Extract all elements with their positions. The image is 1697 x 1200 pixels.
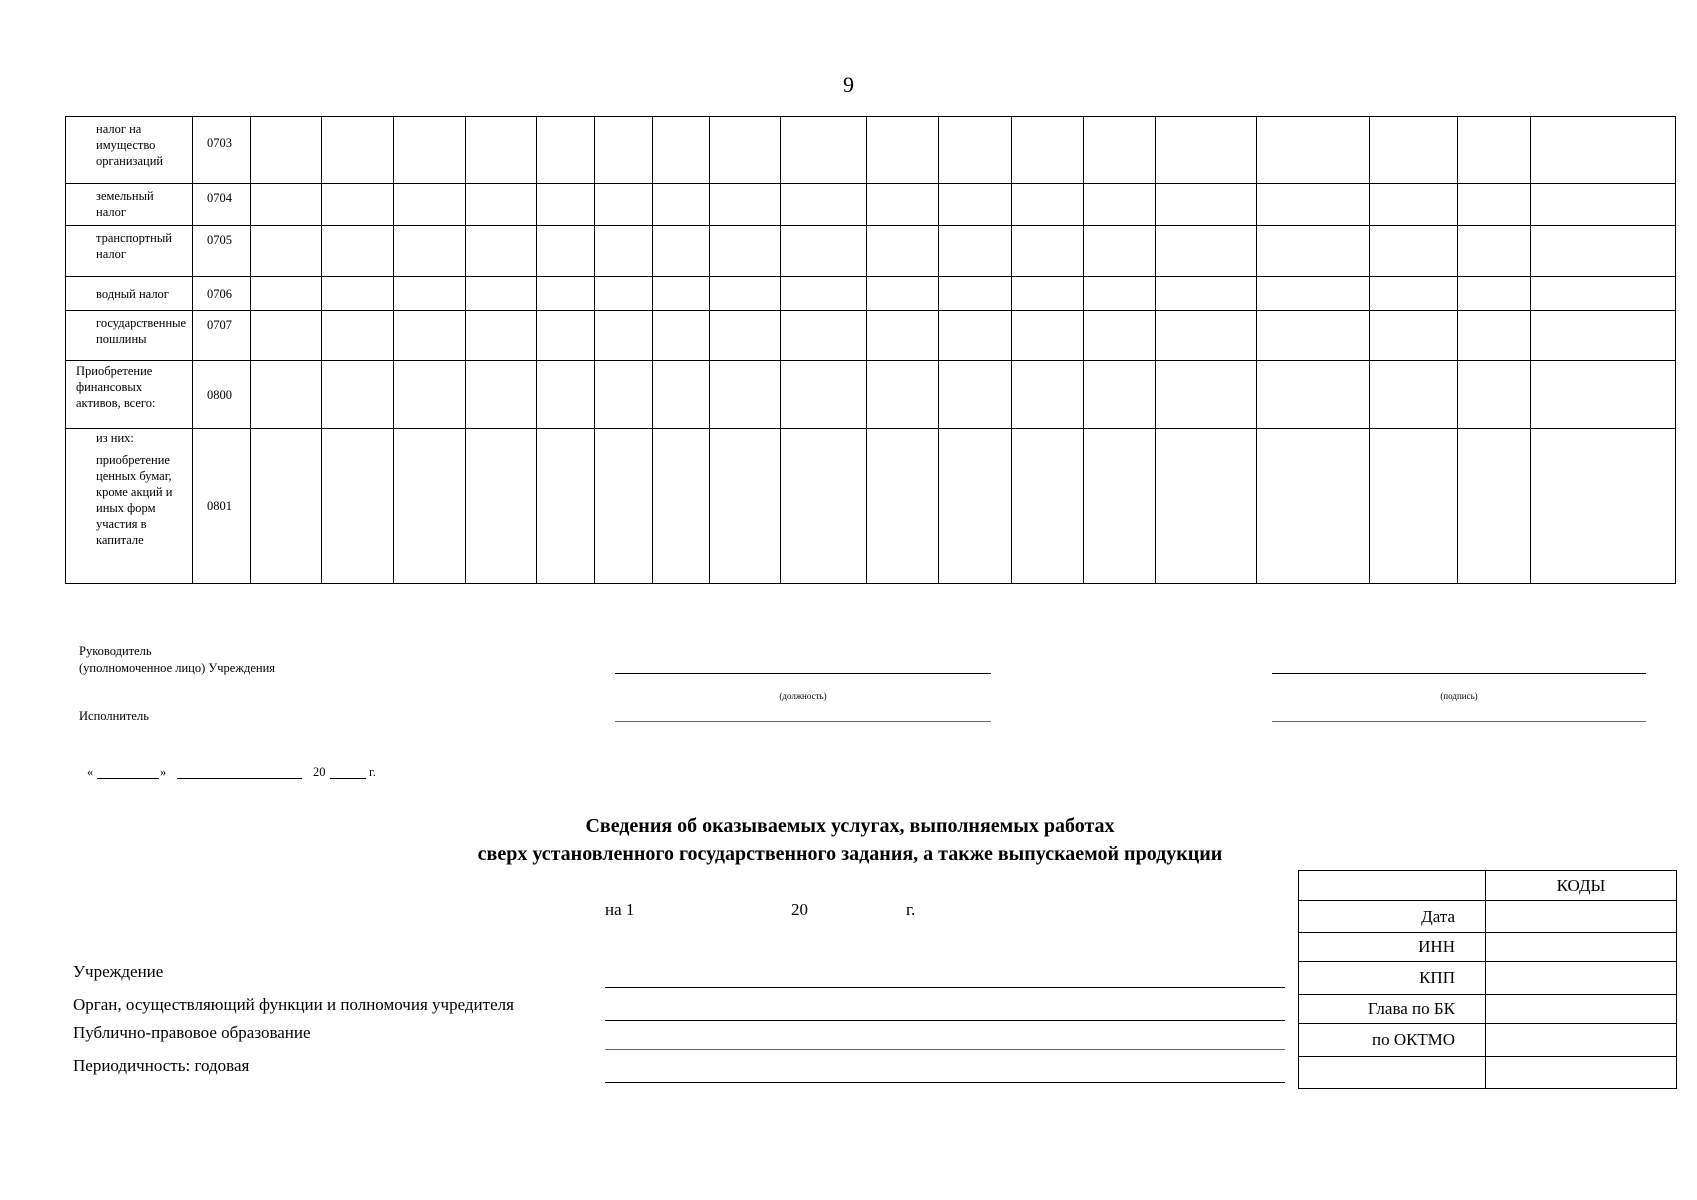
row-label: транспортный налог [96, 231, 172, 261]
codes-value-empty[interactable] [1486, 1057, 1677, 1089]
data-cell[interactable] [1458, 361, 1531, 429]
label-cell [66, 277, 193, 311]
data-cell[interactable] [1156, 361, 1257, 429]
codes-label-inn: ИНН [1299, 933, 1486, 962]
periodicity-label: Периодичность: годовая [73, 1056, 250, 1075]
table-row [66, 277, 1676, 311]
label-cell [66, 361, 193, 429]
data-cell[interactable] [1531, 277, 1676, 311]
financial-table [65, 116, 1676, 584]
data-cell[interactable] [1156, 226, 1257, 277]
data-cell[interactable] [1370, 311, 1458, 361]
codes-label-date: Дата [1299, 901, 1486, 933]
data-cell[interactable] [1084, 361, 1156, 429]
data-cell[interactable] [1370, 117, 1458, 184]
data-cell[interactable] [939, 184, 1012, 226]
data-cell[interactable] [1084, 117, 1156, 184]
date-year-suffix: г. [369, 765, 376, 779]
data-cell[interactable] [781, 311, 867, 361]
data-cell[interactable] [1370, 361, 1458, 429]
data-cell[interactable] [653, 226, 710, 277]
data-cell[interactable] [867, 311, 939, 361]
data-cell[interactable] [322, 117, 394, 184]
data-cell[interactable] [595, 361, 653, 429]
data-cell[interactable] [466, 277, 537, 311]
data-cell[interactable] [1156, 184, 1257, 226]
data-cell[interactable] [1257, 184, 1370, 226]
founder-body-line [605, 1020, 1285, 1021]
data-cell[interactable] [322, 361, 394, 429]
date-close-quote: » [160, 765, 167, 779]
data-cell[interactable] [1156, 117, 1257, 184]
data-cell[interactable] [781, 429, 867, 584]
code-cell [193, 184, 251, 226]
label-cell [66, 184, 193, 226]
data-cell[interactable] [1257, 361, 1370, 429]
date-on-label: на 1 [605, 900, 635, 919]
public-entity-label: Публично-правовое образование [73, 1023, 311, 1042]
data-cell[interactable] [939, 277, 1012, 311]
row-label: налог на имущество организаций [96, 122, 164, 168]
label-cell [66, 117, 193, 184]
data-cell[interactable] [1257, 311, 1370, 361]
codes-value-date[interactable] [1486, 901, 1677, 933]
row-label: Приобретение финансовых активов, всего: [76, 364, 156, 410]
data-cell[interactable] [394, 429, 466, 584]
data-cell[interactable] [1531, 311, 1676, 361]
data-cell[interactable] [1257, 429, 1370, 584]
data-cell[interactable] [394, 311, 466, 361]
data-cell[interactable] [595, 277, 653, 311]
heading-line1: Сведения об оказываемых услугах, выполняемых работах [585, 815, 1115, 837]
data-cell[interactable] [537, 429, 595, 584]
data-cell[interactable] [394, 226, 466, 277]
data-cell[interactable] [466, 429, 537, 584]
data-cell[interactable] [710, 277, 781, 311]
data-cell[interactable] [781, 184, 867, 226]
data-cell[interactable] [595, 226, 653, 277]
code-cell [193, 277, 251, 311]
data-cell[interactable] [537, 117, 595, 184]
codes-value-inn[interactable] [1486, 933, 1677, 962]
data-cell[interactable] [251, 226, 322, 277]
row-code: 0801 [207, 499, 232, 513]
data-cell[interactable] [867, 117, 939, 184]
table-row [66, 226, 1676, 277]
codes-label-kpp: КПП [1299, 962, 1486, 995]
data-cell[interactable] [251, 311, 322, 361]
data-cell[interactable] [710, 184, 781, 226]
head-label [79, 643, 275, 677]
data-cell[interactable] [1531, 226, 1676, 277]
data-cell[interactable] [1531, 117, 1676, 184]
codes-table [1298, 870, 1677, 1089]
data-cell[interactable] [394, 117, 466, 184]
data-cell[interactable] [595, 429, 653, 584]
data-cell[interactable] [939, 311, 1012, 361]
data-cell[interactable] [710, 361, 781, 429]
data-cell[interactable] [537, 311, 595, 361]
row-label: земельный налог [96, 189, 154, 219]
position-line [615, 673, 991, 674]
head-label-line2: (уполномоченное лицо) Учреждения [79, 661, 276, 675]
data-cell[interactable] [595, 311, 653, 361]
table-row [66, 184, 1676, 226]
data-cell[interactable] [1012, 277, 1084, 311]
row-label: государственные пошлины [96, 316, 187, 346]
data-cell[interactable] [653, 184, 710, 226]
codes-label-empty [1299, 1057, 1486, 1089]
data-cell[interactable] [710, 429, 781, 584]
data-cell[interactable] [1012, 311, 1084, 361]
data-cell[interactable] [1257, 277, 1370, 311]
codes-blank-cell [1299, 871, 1486, 901]
data-cell[interactable] [1156, 429, 1257, 584]
code-cell [193, 311, 251, 361]
data-cell[interactable] [537, 184, 595, 226]
section-heading [420, 812, 1280, 868]
data-cell[interactable] [1012, 429, 1084, 584]
data-cell[interactable] [867, 226, 939, 277]
label-cell [66, 226, 193, 277]
data-cell[interactable] [1370, 277, 1458, 311]
table-row [66, 429, 1676, 584]
codes-value-oktmo[interactable] [1486, 1024, 1677, 1057]
data-cell[interactable] [781, 226, 867, 277]
signature-caption: (подпись) [1440, 691, 1478, 701]
code-cell [193, 117, 251, 184]
table-row [66, 361, 1676, 429]
data-cell[interactable] [710, 226, 781, 277]
codes-label-oktmo: по ОКТМО [1299, 1024, 1486, 1057]
data-cell[interactable] [537, 277, 595, 311]
data-cell[interactable] [394, 361, 466, 429]
row-code: 0800 [207, 387, 232, 402]
data-cell[interactable] [1458, 184, 1531, 226]
data-cell[interactable] [394, 184, 466, 226]
data-cell[interactable] [653, 311, 710, 361]
data-cell[interactable] [466, 311, 537, 361]
data-cell[interactable] [322, 184, 394, 226]
data-cell[interactable] [1084, 226, 1156, 277]
data-cell[interactable] [939, 117, 1012, 184]
data-cell[interactable] [537, 226, 595, 277]
date-year-line [330, 778, 366, 779]
date-open-quote: « [87, 765, 94, 779]
row-code: 0706 [207, 286, 232, 301]
row-sublabel: из них: [96, 431, 134, 445]
data-cell[interactable] [1458, 311, 1531, 361]
date-line-year-prefix: 20 [791, 900, 808, 919]
row-label: приобретение ценных бумаг, кроме акций и иных форм участия в капитале [96, 453, 173, 547]
codes-label-chapter-bk: Глава по БК [1299, 995, 1486, 1024]
data-cell[interactable] [653, 429, 710, 584]
codes-header: КОДЫ [1486, 871, 1677, 901]
data-cell[interactable] [939, 361, 1012, 429]
data-cell[interactable] [322, 311, 394, 361]
data-cell[interactable] [781, 117, 867, 184]
row-code: 0707 [207, 318, 232, 332]
data-cell[interactable] [1458, 117, 1531, 184]
data-cell[interactable] [322, 277, 394, 311]
heading-line2: сверх установленного государственного задания, а также выпускаемой продукции [477, 843, 1223, 865]
data-cell[interactable] [251, 277, 322, 311]
data-cell[interactable] [466, 184, 537, 226]
table-row [66, 311, 1676, 361]
data-cell[interactable] [1012, 117, 1084, 184]
data-cell[interactable] [1531, 361, 1676, 429]
data-cell[interactable] [322, 429, 394, 584]
data-cell[interactable] [322, 226, 394, 277]
date-line-year-suffix: г. [906, 900, 916, 919]
data-cell[interactable] [1458, 429, 1531, 584]
data-cell[interactable] [1370, 429, 1458, 584]
data-cell[interactable] [867, 184, 939, 226]
data-cell[interactable] [466, 226, 537, 277]
page-number: 9 [843, 72, 854, 97]
code-cell [193, 429, 251, 584]
data-cell[interactable] [595, 184, 653, 226]
institution-line [605, 987, 1285, 988]
data-cell[interactable] [1257, 226, 1370, 277]
data-cell[interactable] [1257, 117, 1370, 184]
date-month-line [177, 778, 302, 779]
code-cell [193, 361, 251, 429]
data-cell[interactable] [251, 184, 322, 226]
row-label: водный налог [96, 286, 169, 301]
label-cell [66, 429, 193, 584]
data-cell[interactable] [537, 361, 595, 429]
data-cell[interactable] [653, 117, 710, 184]
row-code: 0703 [207, 136, 232, 150]
table-row [66, 117, 1676, 184]
data-cell[interactable] [653, 361, 710, 429]
data-cell[interactable] [939, 429, 1012, 584]
position-caption: (должность) [779, 691, 827, 701]
data-cell[interactable] [1012, 184, 1084, 226]
data-cell[interactable] [781, 361, 867, 429]
data-cell[interactable] [1012, 361, 1084, 429]
data-cell[interactable] [1156, 277, 1257, 311]
executor-signature-line [1272, 721, 1646, 722]
data-cell[interactable] [1370, 226, 1458, 277]
data-cell[interactable] [867, 361, 939, 429]
data-cell[interactable] [1458, 226, 1531, 277]
row-code: 0705 [207, 233, 232, 247]
data-cell[interactable] [1084, 277, 1156, 311]
signature-line [1272, 673, 1646, 674]
data-cell[interactable] [867, 277, 939, 311]
head-label-line1: Руководитель [79, 644, 152, 658]
data-cell[interactable] [251, 117, 322, 184]
executor-position-line [615, 721, 991, 722]
codes-value-chapter-bk[interactable] [1486, 995, 1677, 1024]
data-cell[interactable] [595, 117, 653, 184]
data-cell[interactable] [653, 277, 710, 311]
row-code: 0704 [207, 191, 232, 205]
data-cell[interactable] [1156, 311, 1257, 361]
data-cell[interactable] [1012, 226, 1084, 277]
label-cell [66, 311, 193, 361]
data-cell[interactable] [466, 361, 537, 429]
data-cell[interactable] [1084, 184, 1156, 226]
founder-body-label: Орган, осуществляющий функции и полномочия учредителя [73, 995, 514, 1014]
data-cell[interactable] [939, 226, 1012, 277]
data-cell[interactable] [1370, 184, 1458, 226]
date-year-prefix: 20 [313, 765, 326, 779]
data-cell[interactable] [781, 277, 867, 311]
data-cell[interactable] [1084, 429, 1156, 584]
data-cell[interactable] [394, 277, 466, 311]
data-cell[interactable] [1084, 311, 1156, 361]
data-cell[interactable] [1458, 277, 1531, 311]
data-cell[interactable] [466, 117, 537, 184]
data-cell[interactable] [710, 117, 781, 184]
codes-value-kpp[interactable] [1486, 962, 1677, 995]
data-cell[interactable] [1531, 184, 1676, 226]
data-cell[interactable] [1531, 429, 1676, 584]
executor-label: Исполнитель [79, 709, 149, 723]
data-cell[interactable] [251, 361, 322, 429]
data-cell[interactable] [710, 311, 781, 361]
data-cell[interactable] [251, 429, 322, 584]
date-day-line [97, 778, 159, 779]
code-cell [193, 226, 251, 277]
public-entity-line [605, 1049, 1285, 1050]
institution-label: Учреждение [73, 962, 164, 981]
data-cell[interactable] [867, 429, 939, 584]
periodicity-line [605, 1082, 1285, 1083]
